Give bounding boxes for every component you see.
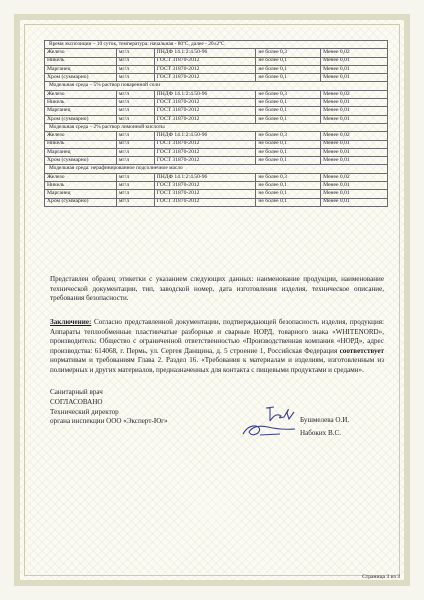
table-cell: ГОСТ 31870-2012: [154, 74, 256, 82]
table-cell: Хром (суммарно): [45, 74, 117, 82]
table-cell: Железо: [45, 173, 117, 181]
table-cell: не более 0,3: [256, 132, 321, 140]
table-cell: мг/л: [116, 148, 154, 156]
table-cell: Железо: [45, 49, 117, 57]
table-cell: Хром (суммарно): [45, 198, 117, 206]
table-cell: Менее 0,02: [321, 173, 388, 181]
table-cell: ПНДФ 14.1:2:4.50-96: [154, 49, 256, 57]
table-cell: Марганец: [45, 65, 117, 73]
handwritten-signature-2: [240, 420, 298, 440]
table-cell: Хром (суммарно): [45, 157, 117, 165]
table-cell: Марганец: [45, 148, 117, 156]
table-cell: мг/л: [116, 132, 154, 140]
conclusion-text-a: Согласно представленной документации, подтверждающей безопасность изделия, продукция: Аппараты теплообменные пластинчатые разборные и сварные НОРД, товарного знака «WHITENORD», производитель: Общество с ограниченной ответственностью «Производственная компания «НОРД», адрес производства: 614068, г. Пермь, ул. Сергея Данщина, д. 5 строение 1, Российская Федерация: [50, 318, 384, 355]
table-cell: ПНДФ 14.1:2:4.50-96: [154, 173, 256, 181]
table-cell: ГОСТ 31870-2012: [154, 57, 256, 65]
table-row: [45, 182, 388, 190]
conclusion-paragraph: [50, 318, 384, 376]
medium-header-cell: Модельная среда: нерафинированное подсолнечное масло: [45, 165, 388, 173]
signatory-name-2: Набоких В.С.: [300, 429, 342, 437]
table-cell: мг/л: [116, 198, 154, 206]
table-cell: ГОСТ 31870-2012: [154, 198, 256, 206]
table-cell: не более 0,1: [256, 157, 321, 165]
page-number: Страница 3 из 3: [362, 574, 400, 580]
table-cell: Железо: [45, 132, 117, 140]
table-cell: не более 0,3: [256, 90, 321, 98]
signatory-block: [50, 388, 168, 427]
table-cell: Хром (суммарно): [45, 115, 117, 123]
table-cell: ПНДФ 14.1:2:4.50-96: [154, 90, 256, 98]
table-row: [45, 90, 388, 98]
table-cell: не более 0,1: [256, 182, 321, 190]
table-cell: не более 0,1: [256, 99, 321, 107]
table-cell: Никель: [45, 182, 117, 190]
table-cell: мг/л: [116, 65, 154, 73]
medium-header-cell: Модельная среда – 5% раствор поваренной соли: [45, 82, 388, 90]
table-cell: ГОСТ 31870-2012: [154, 99, 256, 107]
medium-header-row: [45, 41, 388, 49]
table-row: [45, 107, 388, 115]
table-row: [45, 74, 388, 82]
table-cell: мг/л: [116, 173, 154, 181]
table-cell: ГОСТ 31870-2012: [154, 140, 256, 148]
table-cell: не более 0,1: [256, 74, 321, 82]
conclusion-text-b: нормативам и требованиям Глава 2. Раздел 16. «Требования к материалам и изделиям, изготовленным из полимерных и других материалов, предназначенных для контакта с пищевыми продуктами и средами».: [50, 356, 384, 374]
table-cell: Менее 0,01: [321, 57, 388, 65]
table-cell: Менее 0,01: [321, 182, 388, 190]
table-cell: Менее 0,01: [321, 198, 388, 206]
table-cell: Марганец: [45, 107, 117, 115]
table-cell: не более 0,1: [256, 148, 321, 156]
table-cell: Марганец: [45, 190, 117, 198]
table-cell: не более 0,1: [256, 115, 321, 123]
approved-label: СОГЛАСОВАНО: [50, 397, 103, 406]
table-cell: Менее 0,01: [321, 190, 388, 198]
table-cell: Менее 0,01: [321, 65, 388, 73]
test-results-table: [44, 40, 388, 207]
table-row: [45, 57, 388, 65]
technical-director-title: Технический директор: [50, 407, 119, 416]
medium-header-cell: Время экспозиции – 10 суток, температура: начальная - 80ºС, далее - 20±2ºС: [45, 41, 388, 49]
table-cell: ГОСТ 31870-2012: [154, 65, 256, 73]
label-description-paragraph: Представлен образец этикетки с указанием следующих данных: наименование продукции, наименование технической документации, тип, заводской номер, дата изготовления изделия, техническое описание, требования безопасности.: [50, 275, 384, 303]
table-row: [45, 115, 388, 123]
table-cell: не более 0,3: [256, 49, 321, 57]
table-cell: мг/л: [116, 182, 154, 190]
conclusion-label: Заключение:: [50, 318, 92, 326]
table-cell: не более 0,1: [256, 190, 321, 198]
inspection-body-name: органа инспекции ООО «Эксперт-Юг»: [50, 417, 168, 426]
table-cell: мг/л: [116, 115, 154, 123]
table-row: [45, 132, 388, 140]
table-cell: ГОСТ 31870-2012: [154, 107, 256, 115]
table-row: [45, 173, 388, 181]
table-cell: не более 0,3: [256, 173, 321, 181]
table-cell: мг/л: [116, 74, 154, 82]
table-cell: не более 0,1: [256, 107, 321, 115]
medium-header-row: [45, 165, 388, 173]
table-cell: мг/л: [116, 140, 154, 148]
signatory-name-1: Бушмелева О.И.: [300, 416, 350, 424]
table-row: [45, 140, 388, 148]
table-cell: Никель: [45, 57, 117, 65]
table-row: [45, 148, 388, 156]
table-cell: не более 0,1: [256, 140, 321, 148]
table-cell: Менее 0,02: [321, 49, 388, 57]
table-cell: мг/л: [116, 57, 154, 65]
table-cell: не более 0,1: [256, 65, 321, 73]
conclusion-verdict: соответствует: [339, 346, 384, 355]
medium-header-row: [45, 82, 388, 90]
table-cell: Менее 0,01: [321, 157, 388, 165]
table-cell: ГОСТ 31870-2012: [154, 115, 256, 123]
table-cell: ГОСТ 31870-2012: [154, 148, 256, 156]
table-cell: не более 0,1: [256, 198, 321, 206]
table-cell: ГОСТ 31870-2012: [154, 190, 256, 198]
table-cell: Железо: [45, 90, 117, 98]
table-cell: Менее 0,01: [321, 115, 388, 123]
table-row: [45, 190, 388, 198]
table-cell: Менее 0,01: [321, 140, 388, 148]
table-cell: не более 0,1: [256, 57, 321, 65]
table-row: [45, 157, 388, 165]
table-row: [45, 99, 388, 107]
table-cell: Менее 0,01: [321, 148, 388, 156]
table-cell: Никель: [45, 99, 117, 107]
table-cell: Менее 0,02: [321, 132, 388, 140]
sanitary-doctor-title: Санитарный врач: [50, 388, 103, 396]
table-cell: ГОСТ 31870-2012: [154, 157, 256, 165]
table-cell: мг/л: [116, 157, 154, 165]
table-cell: мг/л: [116, 107, 154, 115]
medium-header-cell: Модельная среда – 2% раствор лимонной кислоты: [45, 123, 388, 131]
table-cell: мг/л: [116, 190, 154, 198]
table-cell: мг/л: [116, 49, 154, 57]
table-cell: ПНДФ 14.1:2:4.50-96: [154, 132, 256, 140]
table-row: [45, 198, 388, 206]
table-cell: Менее 0,01: [321, 107, 388, 115]
table-cell: Менее 0,01: [321, 74, 388, 82]
table-cell: ГОСТ 31870-2012: [154, 182, 256, 190]
medium-header-row: [45, 123, 388, 131]
table-row: [45, 65, 388, 73]
table-cell: мг/л: [116, 99, 154, 107]
table-cell: Никель: [45, 140, 117, 148]
table-cell: Менее 0,01: [321, 99, 388, 107]
table-cell: мг/л: [116, 90, 154, 98]
table-cell: Менее 0,02: [321, 90, 388, 98]
table-row: [45, 49, 388, 57]
